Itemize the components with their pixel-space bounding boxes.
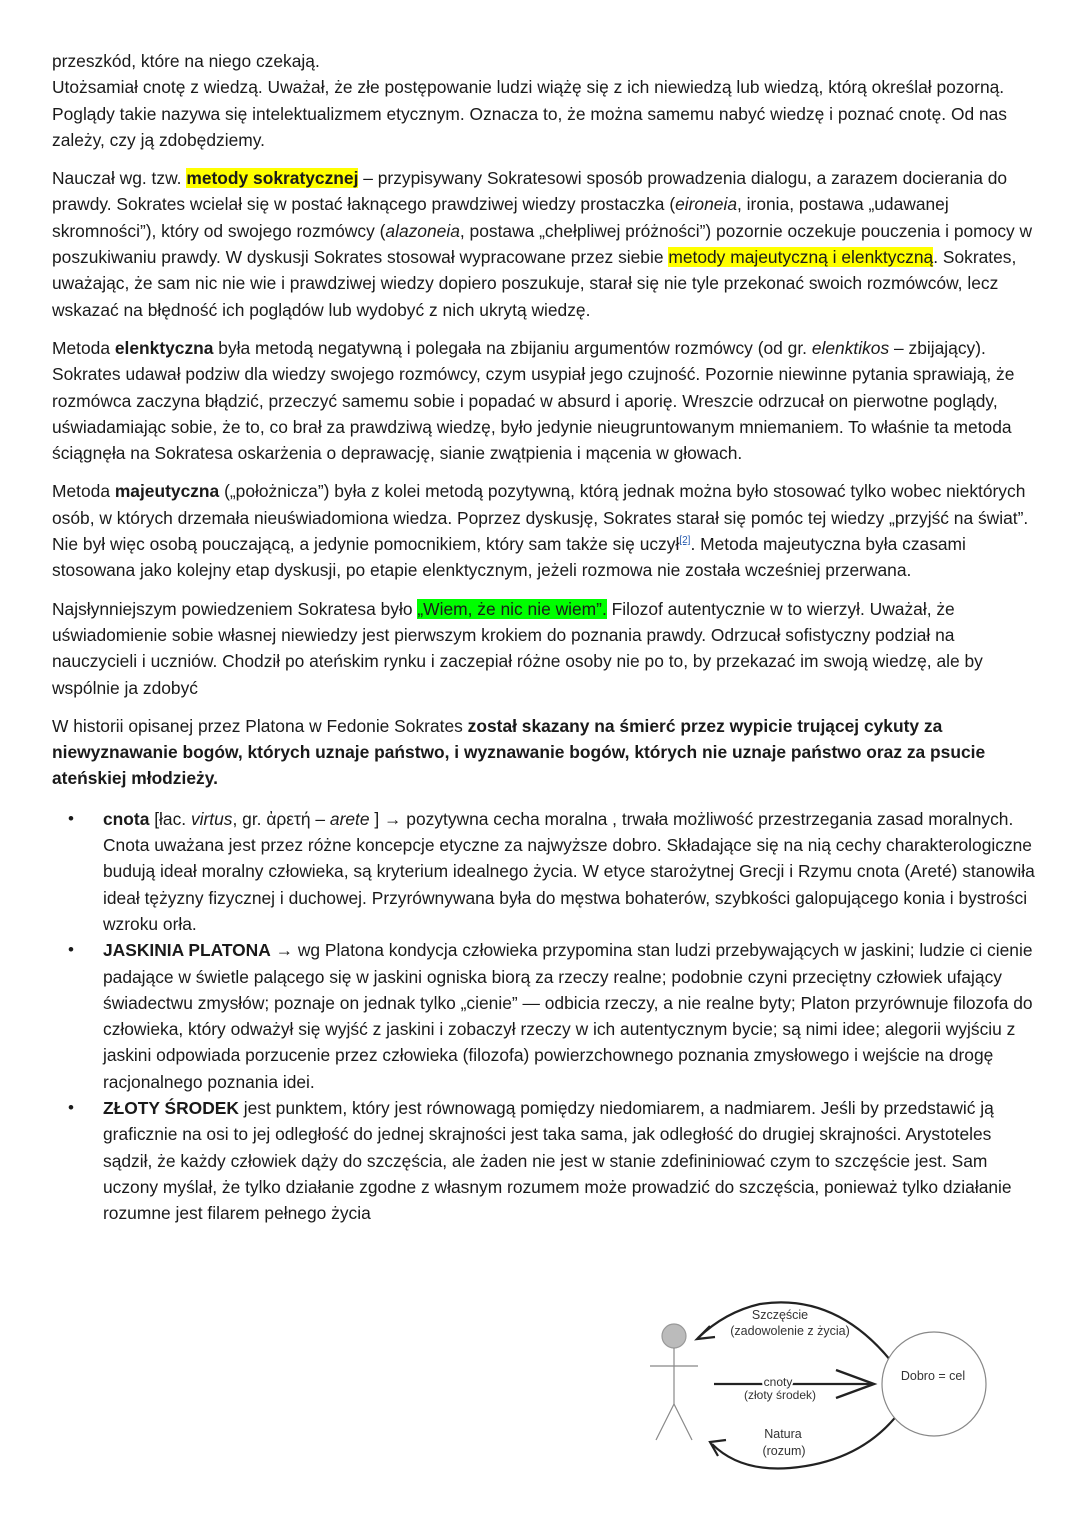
paragraph-death-sentence bbox=[52, 713, 1042, 792]
text: . Metoda majeutyczna była czasami stosowana jako kolejny etap dyskusji, po etapie elenktycznym, jeżeli rozmowa nie została wcześniej przerwana. bbox=[52, 534, 966, 581]
list-item-golden-mean bbox=[52, 1095, 1042, 1226]
term-golden-mean: ZŁOTY ŚRODEK bbox=[103, 1097, 239, 1118]
text: , ironia, postawa „udawanej skromności”), który od swojego rozmówcy ( bbox=[52, 194, 949, 241]
label-nature: Natura bbox=[764, 1427, 802, 1441]
text: przeszkód, które na niego czekają. bbox=[52, 51, 320, 71]
text: – przypisywany Sokratesowi sposób prowadzenia dialogu, a zarazem docierania do prawdy. Sokrates wcielał się w postać łaknącego prawdziwej wiedzy prostaczka ( bbox=[52, 168, 1008, 215]
text: („położnicza”) była z kolei metodą pozytywną, którą jednak można było stosować tylko wobec niektórych osób, w których drzemała nieuświadomiona wiedza. Poprzez dyskusję, Sokrates starał się pomóc tej wiedzy „przyjść na świat”. Nie był więc osobą pouczającą, a jedynie pomocnikiem, który sam także się uczył bbox=[52, 481, 1029, 555]
text: [łac. bbox=[149, 808, 191, 829]
goal-circle bbox=[882, 1332, 986, 1436]
text: Metoda bbox=[52, 481, 115, 502]
text: Filozof autentycznie w to wierzył. Uważał, że uświadomienie sobie własnej niewiedzy jest pierwszym krokiem do poznania prawdy. Odrzucał sofistyczny podział na nauczycieli i uczniów. Chodził po ateńskim rynku i zaczepiał różne osoby nie po to, by przekazać im swoją wiedzę, ale by wspólnie ja zdobyć bbox=[52, 598, 983, 698]
text: , gr. ἀρετή – bbox=[232, 808, 330, 829]
paragraph-famous-saying bbox=[52, 596, 1042, 701]
bold-sentence: został skazany na śmierć przez wypicie trującej cykuty za niewyznawanie bogów, których uznaje państwo, i wyznawanie bogów, których nie uznaje państwo oraz za psucie ateńskiej młodzieży bbox=[52, 715, 986, 789]
term-maieutic: majeutyczna bbox=[114, 481, 220, 502]
list-item-plato-cave bbox=[52, 937, 1042, 1095]
term-virtue: cnota bbox=[103, 808, 150, 829]
footnote-link[interactable]: [2] bbox=[679, 535, 691, 547]
document-body bbox=[52, 48, 1042, 1226]
highlight-famous-quote: „Wiem, że nic nie wiem”. bbox=[417, 598, 607, 619]
definitions-list bbox=[52, 806, 1042, 1227]
label-virtues: cnoty bbox=[763, 1375, 793, 1389]
top-arrowhead-icon bbox=[697, 1326, 715, 1339]
bullet-icon: • bbox=[68, 940, 74, 960]
happiness-diagram bbox=[640, 1292, 1000, 1482]
term-eironeia: eironeia bbox=[675, 194, 737, 215]
term-virtus: virtus bbox=[190, 808, 233, 829]
text: była metodą negatywną i polegała na zbijaniu argumentów rozmówcy (od gr. bbox=[213, 337, 812, 358]
highlight-methods: metody majeutyczną i elenktyczną bbox=[668, 247, 934, 268]
text: . Sokrates, uważając, że sam nic nie wie i prawdziwej wiedzy dopiero poszukuje, starał się nie tyle przekonać swoich rozmówców, lecz wskazać na błędność ich poglądów lub wydobyć z nich ukrytą wiedzę. bbox=[52, 247, 1017, 320]
text: , postawa „chełpliwej próżności”) pozornie oczekuje pouczenia i pomocy w poszukiwaniu prawdy. W dyskusji Sokrates stosował wypracowane przez siebie bbox=[52, 220, 1033, 268]
text: Nauczał wg. tzw. bbox=[52, 168, 187, 189]
bullet-icon: • bbox=[68, 1097, 74, 1117]
label-reason: (rozum) bbox=[762, 1444, 806, 1458]
text: jest punktem, który jest równowagą pomiędzy niedomiarem, a nadmiarem. Jeśli by przedstawić ją graficznie na osi to jej odległość do jednej skrajności jest taka sama, jak odległość do drugiej skrajności. Arystoteles sądził, że każdy człowiek dąży do szczęścia, ale żaden nie jest w stanie zdefininiować czym to szczęście jest. Sam uczony myślał, że tylko działanie zgodne z własnym rozumem może prowadzić do szczęścia, ponieważ tylko działanie rozumne jest filarem pełnego życia bbox=[103, 1097, 1012, 1224]
term-alazoneia: alazoneia bbox=[385, 220, 460, 241]
list-item-virtue bbox=[52, 806, 1042, 937]
term-elenktikos: elenktikos bbox=[811, 337, 890, 358]
paragraph-intellectualism bbox=[52, 48, 1042, 153]
text: Najsłynniejszym powiedzeniem Sokratesa było bbox=[52, 598, 418, 619]
text: → wg Platona kondycja człowieka przypomina stan ludzi przebywających w jaskini; ludzie ci cienie padające w świetle palącego się w jaskini ogniska biorą za rzeczy realne; podobnie czyni przeciętny człowiek ufający świadectwu zmysłów; poznaje on jednak tylko „cienie” — odbicia rzeczy, a nie realne byty; Platon przyrównuje filozofa do człowieka, który odważył się wyjść z jaskini i zobaczył rzeczy w ich autentycznym bycie; są nimi idee; alegorii wyjściu z jaskini odpowiada porzucenie przez człowieka (filozofa) powierzchownego poznania zmysłowego i wejście na drogę racjonalnego poznania idei. bbox=[103, 940, 1033, 1092]
paragraph-socratic-method bbox=[52, 165, 1042, 323]
highlight-socratic-method: metody sokratycznej bbox=[186, 168, 359, 189]
text: – zbijający). Sokrates udawał podziw dla wiedzy swojego rozmówcy, czym usypiał jego czujność. Pozornie niewinne pytania sprawiają, że rozmówca zaczyna błądzić, przeczyć samemu sobie i popadać w absurd i aporię. Wreszcie odrzucał on pierwotne poglądy, uświadamiając sobie, że to, co brał za prawdziwą wiedzę, było jedynie nieugruntowanym mniemaniem. To właśnie ta metoda ściągnęła na Sokratesa oskarżenia o deprawację, sianie zwątpienia i mącenia w głowach. bbox=[52, 337, 1015, 464]
paragraph-elenctic-method bbox=[52, 335, 1042, 466]
text: . bbox=[213, 768, 218, 789]
label-golden-mean: (złoty środek) bbox=[743, 1388, 817, 1402]
term-elenctic: elenktyczna bbox=[114, 337, 214, 358]
term-plato-cave: JASKINIA PLATONA bbox=[103, 940, 271, 961]
bullet-icon: • bbox=[68, 808, 74, 828]
text: ] → pozytywna cecha moralna , trwała możliwość przestrzegania zasad moralnych. Cnota uważana jest przez różne koncepcje etyczne za najwyższe dobro. Składające się na nią cechy charakterologiczne budują ideał moralny człowieka, są kryterium idealnego życia. W etyce starożytnej Grecji i Rzymu cnota (Areté) stanowiła ideał tężyzny fizycznej i duchowej. Przyrównywana była do męstwa bohaterów, szybkości galopującego konia i bystrości wzroku orła. bbox=[103, 808, 1035, 934]
text: Utożsamiał cnotę z wiedzą. Uważał, że złe postępowanie ludzi wiążę się z ich niewiedzą lub wiedzą, którą określał pozorną. Poglądy takie nazywa się intelektualizmem etycznym. Oznacza to, że można samemu nabyć wiedzę i poznać cnotę. Od nas zależy, czy ją zdobędziemy. bbox=[52, 77, 1008, 150]
label-happiness: Szczęście bbox=[751, 1308, 809, 1322]
label-good-goal: Dobro = cel bbox=[900, 1369, 966, 1383]
person-figure-icon bbox=[650, 1324, 698, 1440]
text: Metoda bbox=[52, 337, 115, 358]
label-happiness-sub: (zadowolenie z życia) bbox=[730, 1324, 850, 1338]
term-arete: arete bbox=[329, 808, 370, 829]
paragraph-maieutic-method bbox=[52, 478, 1042, 583]
text: W historii opisanej przez Platona w Fedonie Sokrates bbox=[52, 715, 468, 736]
bottom-arc-arrow bbox=[712, 1414, 898, 1469]
